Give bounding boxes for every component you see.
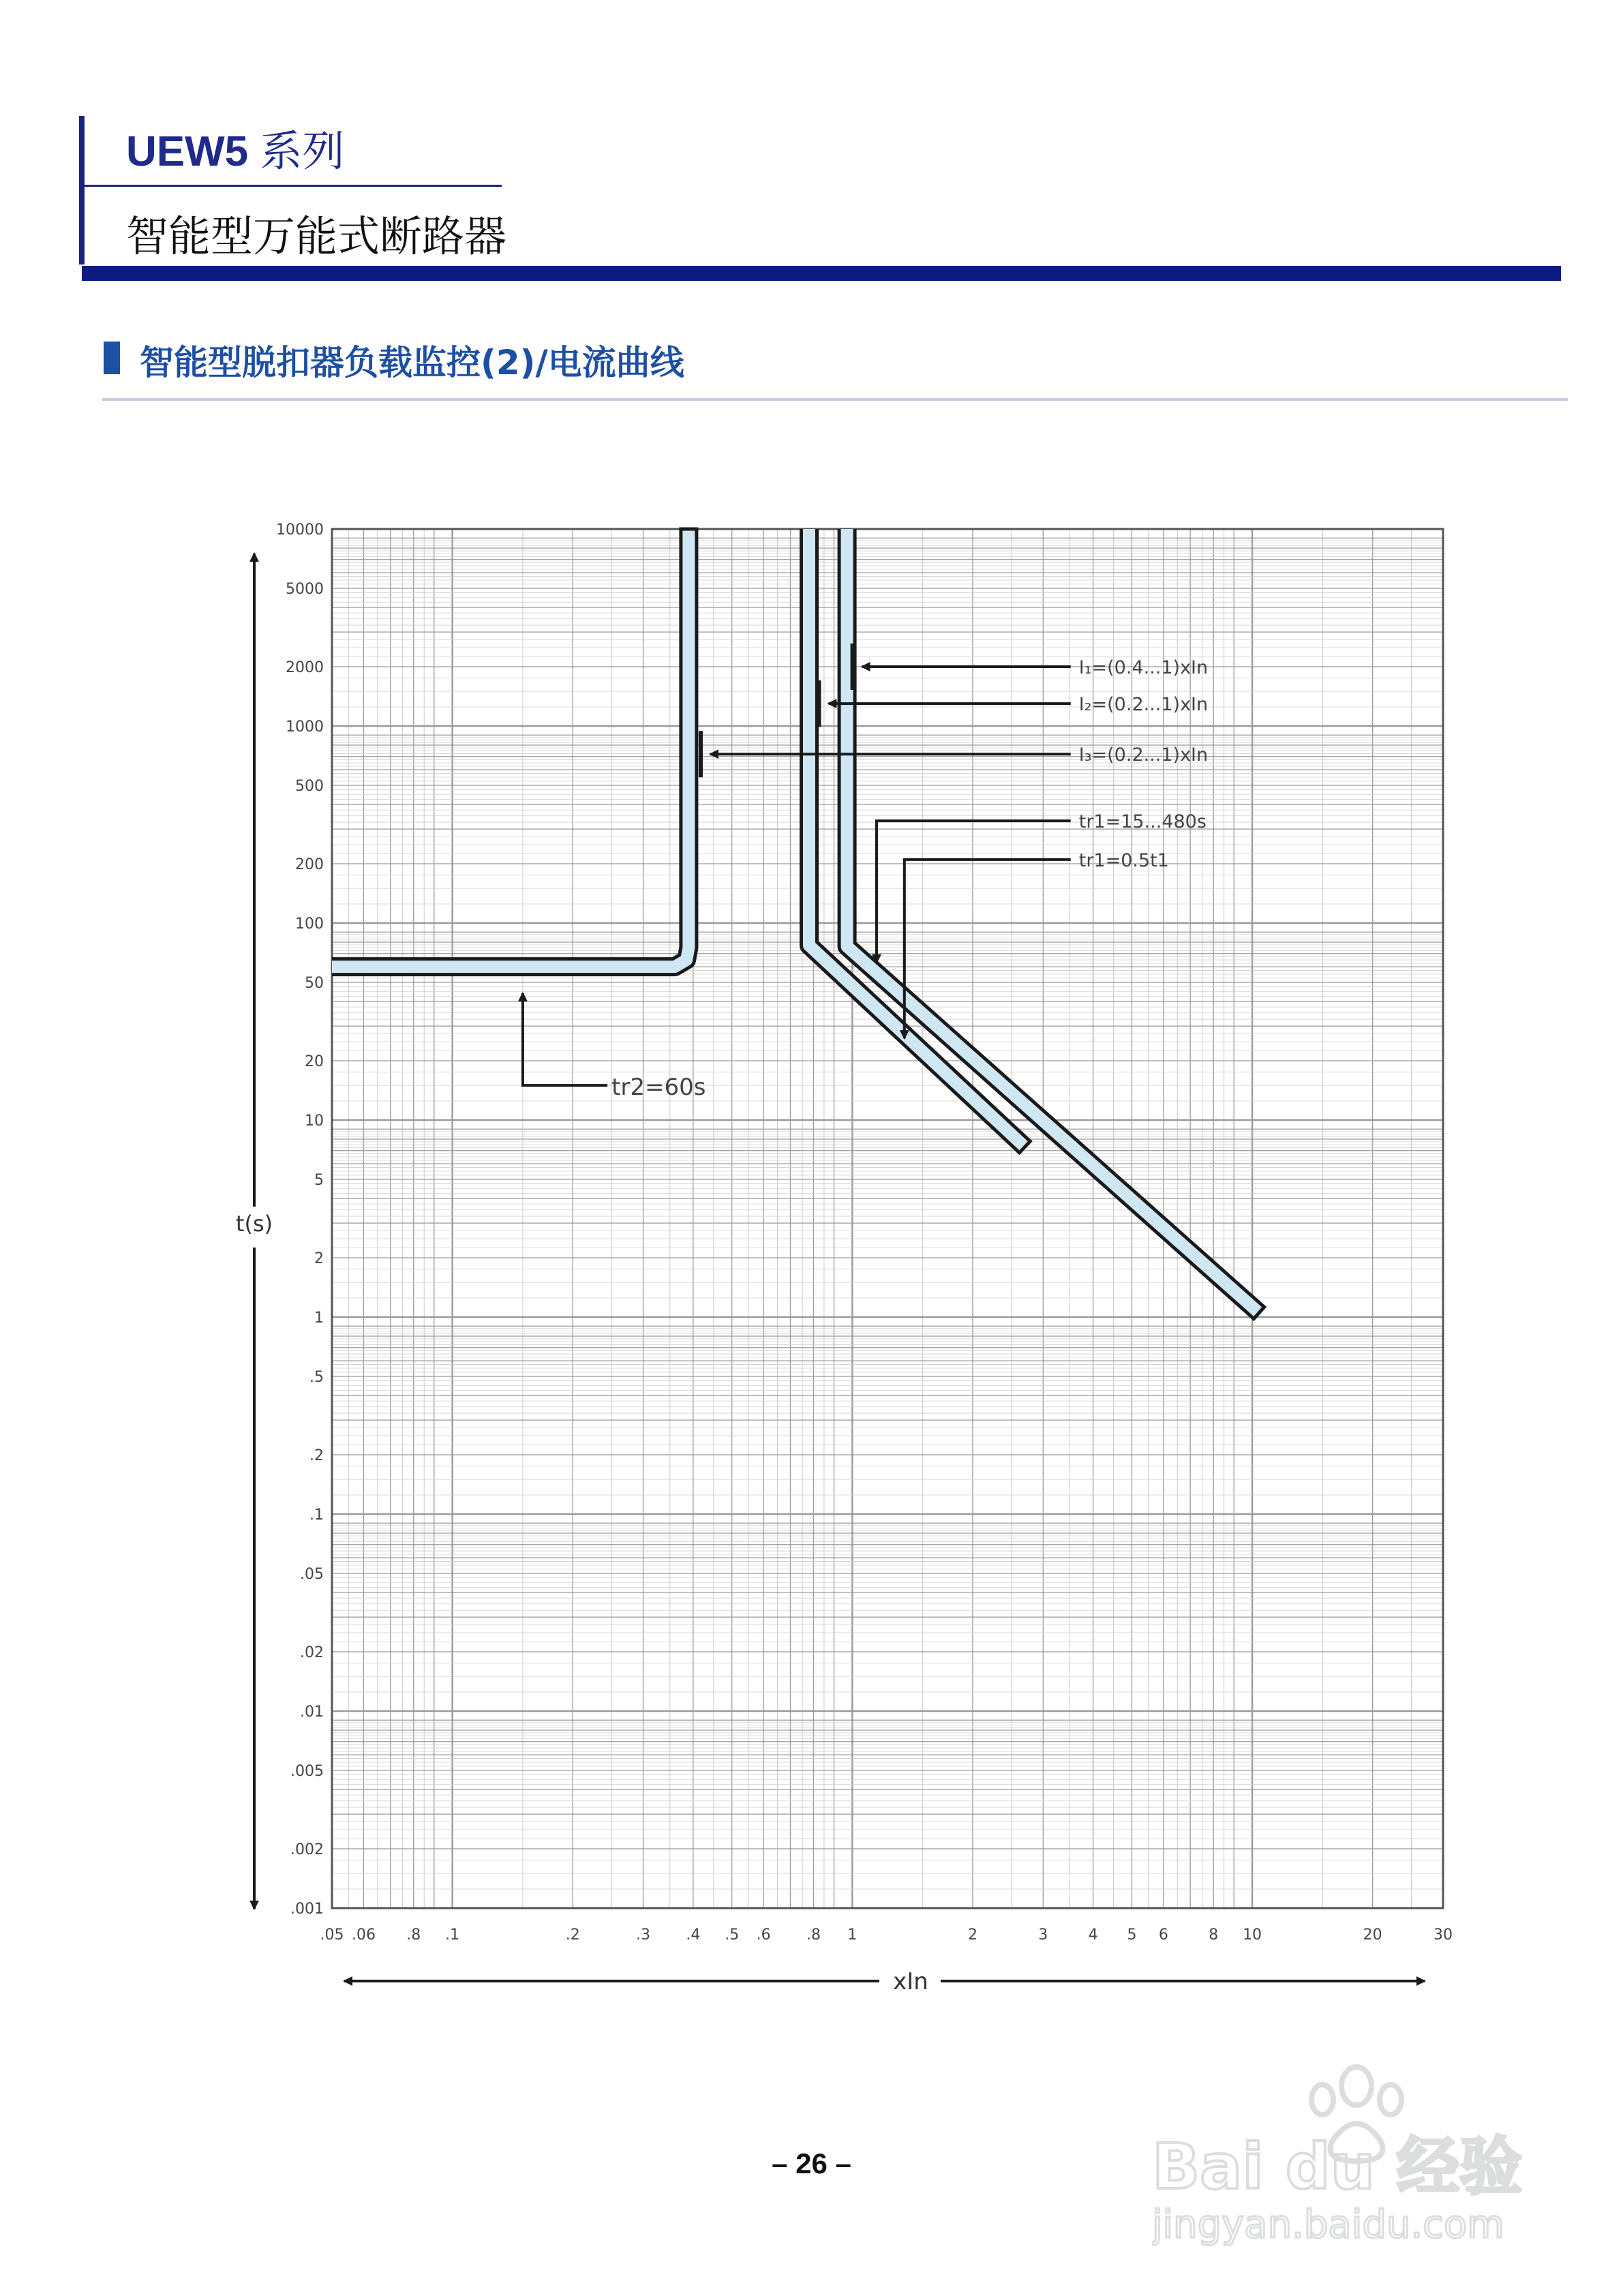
baidu-jingyan-watermark [1152, 2059, 1534, 2250]
annotation-label: I₂=(0.2...1)xIn [1078, 694, 1209, 716]
chart-grid [332, 529, 1443, 1908]
plot-frame [332, 529, 1443, 1908]
y-tick-label: 2 [314, 1250, 324, 1268]
annotation-label: tr1=0.5t1 [1078, 849, 1169, 871]
y-tick-label: .2 [309, 1447, 324, 1465]
x-tick-labels [320, 1927, 1453, 1944]
y-tick-label: .01 [300, 1704, 324, 1721]
y-axis-label: t(s) [235, 1211, 273, 1237]
x-tick-label: 6 [1158, 1927, 1168, 1944]
product-subtitle: 智能型万能式断路器 [126, 211, 507, 261]
annotations [523, 644, 1208, 1101]
x-tick-label: 8 [1209, 1927, 1219, 1944]
x-tick-label: .5 [725, 1927, 740, 1944]
x-tick-label: 3 [1038, 1927, 1048, 1944]
curve-band-outline [847, 529, 1260, 1313]
y-tick-label: 5000 [286, 580, 324, 598]
x-tick-label: .8 [806, 1927, 821, 1944]
x-tick-label: .05 [320, 1927, 344, 1944]
annotation-ir1 [853, 644, 1209, 690]
series-code: UEW5 [126, 128, 249, 175]
section-title: 智能型脱扣器负载监控(2)/电流曲线 [140, 343, 684, 382]
y-tick-label: 500 [295, 777, 324, 795]
annotation-label: tr1=15...480s [1078, 811, 1207, 833]
x-tick-label: 4 [1088, 1927, 1098, 1944]
y-tick-label: 50 [305, 974, 324, 992]
x-tick-label: 20 [1363, 1927, 1382, 1944]
annotation-label: I₁=(0.4...1)xIn [1078, 657, 1209, 679]
page-number: – 26 – [772, 2147, 851, 2179]
annotation-label: tr2=60s [611, 1074, 706, 1102]
x-tick-label: .2 [565, 1927, 580, 1944]
x-tick-label: .3 [636, 1927, 651, 1944]
series-suffix: 系列 [248, 128, 345, 175]
x-axis-label: xIn [893, 1968, 928, 1995]
annotation-tr1-range [877, 811, 1207, 963]
y-tick-label: .02 [300, 1644, 324, 1662]
y-tick-label: .001 [290, 1901, 324, 1918]
x-tick-label: 1 [847, 1927, 858, 1944]
watermark-url: jingyan.baidu.com [1152, 2203, 1504, 2247]
watermark-brand: Bai du 经验 [1152, 2130, 1523, 2203]
y-tick-label: 100 [295, 916, 324, 933]
y-tick-label: 10 [305, 1113, 324, 1130]
y-tick-label: 10000 [276, 522, 324, 539]
x-tick-label: 10 [1243, 1927, 1262, 1944]
y-tick-label: 2000 [286, 659, 324, 677]
x-tick-label: 2 [967, 1927, 977, 1944]
curve-band-fill [847, 529, 1260, 1313]
y-tick-label: .5 [309, 1368, 324, 1386]
y-tick-label: .002 [290, 1841, 324, 1859]
x-tick-label: 30 [1434, 1927, 1453, 1944]
y-tick-label: 1 [314, 1310, 324, 1327]
x-tick-label: .06 [351, 1927, 376, 1944]
y-tick-label: .05 [300, 1565, 324, 1583]
y-tick-label: 5 [314, 1171, 324, 1189]
annotation-tr1-half [905, 850, 1169, 1038]
y-tick-label: 1000 [286, 719, 324, 736]
y-tick-label: 20 [305, 1053, 324, 1071]
x-tick-label: .6 [756, 1927, 771, 1944]
x-tick-label: 5 [1127, 1927, 1137, 1944]
x-tick-label: .8 [406, 1927, 421, 1944]
x-tick-label: .4 [686, 1927, 701, 1944]
y-tick-label: .1 [309, 1507, 324, 1524]
annotation-tr2 [523, 993, 706, 1101]
y-tick-label: 200 [295, 856, 324, 874]
x-tick-label: .1 [445, 1927, 460, 1944]
annotation-ir2 [819, 680, 1208, 727]
y-tick-labels [276, 522, 324, 1918]
annotation-label: I₃=(0.2...1)xIn [1078, 744, 1209, 766]
y-tick-label: .005 [290, 1762, 324, 1780]
